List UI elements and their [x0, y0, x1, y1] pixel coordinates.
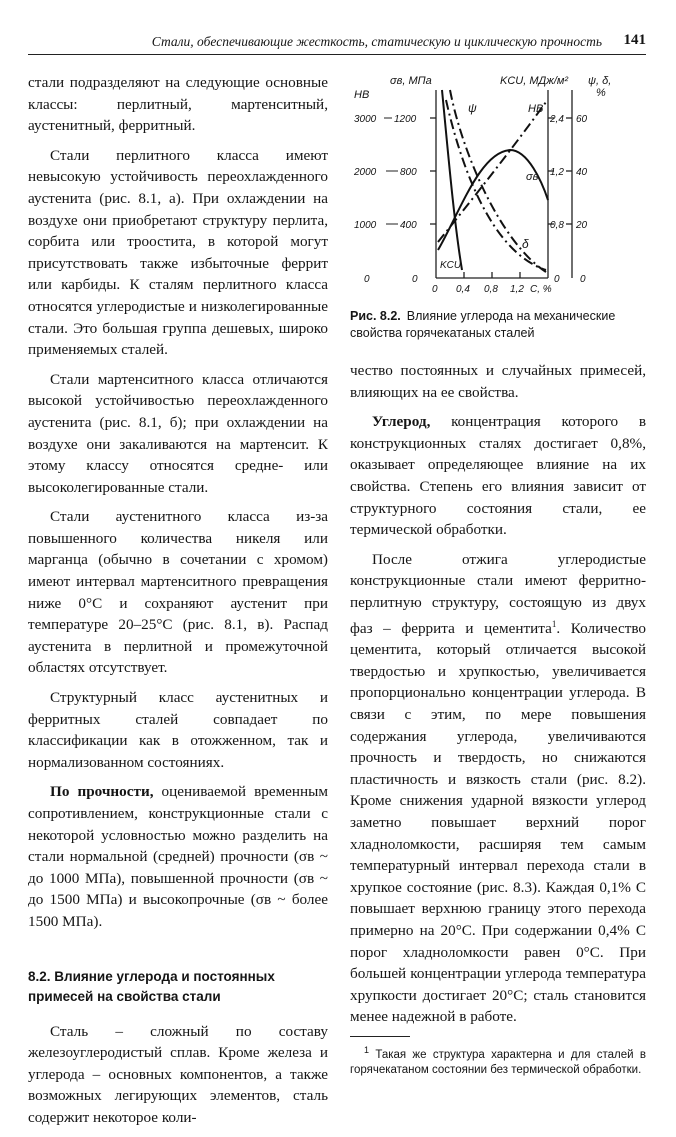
axis-title-psi: ψ, δ, — [588, 75, 612, 87]
axis-title-hb: HB — [354, 89, 370, 101]
label-ksu: KCU — [440, 260, 462, 271]
caption-text: Влияние углерода на механические свойства горячекатаных сталей — [350, 309, 616, 340]
footnote-mark: 1 — [364, 1044, 370, 1055]
curve-sigma-b — [438, 150, 548, 250]
label-psi: ψ — [468, 101, 477, 115]
percent-tick: 20 — [576, 220, 588, 231]
running-title: Стали, обеспечивающие жесткость, статическую и циклическую прочность — [151, 34, 602, 49]
footnote-text: Такая же структура характерна и для сталей в горячекатаном состоянии без термической обработки. — [350, 1048, 646, 1076]
paragraph: Структурный класс аустенитных и ферритных сталей совпадает по классификации как в отожженном, так и нормализованном состояниях. — [28, 689, 328, 771]
left-column — [28, 72, 328, 1137]
lead-term: По прочности, — [50, 783, 154, 801]
caption-label: Рис. 8.2. — [350, 309, 401, 323]
axis-title-sigma: σв, МПа — [390, 75, 432, 87]
footnote-ref: 1 — [551, 618, 557, 629]
figure-8-2-chart — [350, 72, 646, 304]
paragraph: Стали мартенситного класса отличаются высокой устойчивостью переохлажденного аустенита (рис. 8.1, б); при охлаждении на воздухе они закаливаются на мартенсит. К этому классу относятся средне- или высоколегированные стали. — [28, 370, 328, 496]
label-hb: HB — [528, 103, 544, 115]
x-tick: 0,4 — [456, 284, 470, 295]
x-tick: 0 — [432, 284, 438, 295]
footnote-divider — [350, 1036, 410, 1037]
label-sigma-b: σв — [526, 171, 539, 183]
lead-term: Углерод, — [372, 413, 431, 431]
ksu-tick: 0 — [554, 274, 560, 285]
paragraph: чество постоянных и случайных примесей, влияющих на ее свойства. — [350, 362, 646, 401]
ksu-tick: 2,4 — [550, 114, 564, 125]
axis-title-percent: % — [596, 87, 606, 99]
figure-caption — [350, 308, 646, 342]
paragraph-text: После отжига углеродистые конструкционные стали имеют ферритно-перлитную структуру, состоящую из двух фаз – феррита и цементита — [350, 550, 646, 637]
axis-title-ksu: KCU, МДж/м² — [500, 75, 569, 87]
footnote — [350, 1043, 646, 1078]
percent-tick: 40 — [576, 167, 588, 178]
hb-tick: 2000 — [354, 167, 377, 178]
paragraph — [350, 411, 646, 541]
paragraph: стали подразделяют на следующие основные классы: перлитный, мартенситный, аустенитный, ферритный. — [28, 74, 328, 135]
running-header — [28, 30, 646, 55]
right-column — [350, 360, 646, 1078]
curve-delta — [446, 100, 546, 270]
sigma-tick: 800 — [400, 167, 417, 178]
percent-tick: 60 — [576, 114, 588, 125]
paragraph: Стали перлитного класса имеют невысокую устойчивость переохлажденного аустенита (рис. 8.1, а). При охлаждении на воздухе они приобретают структуру перлита, сорбита или троостита, в которой могут присутствовать также избыточные феррит или карбиды. К сталям перлитного класса относятся углеродистые и низколегированные стали. Это большая группа дешевых, широко применяемых сталей. — [28, 146, 328, 359]
paragraph-text: концентрация которого в конструкционных сталях достигает 0,8%, оказывает определяющее влияние на их свойства. Степень его влияния зависит от структурного состояния стали, ее термической обработки. — [350, 413, 646, 539]
paragraph-text: оцениваемой временным сопротивлением, конструкционные стали с некоторой условностью можно разделить на стали нормальной (средней) прочности (σв ~ до 1000 МПа), повышенной прочности (σв ~ до 1500 МПа) и высокопрочные (σв ~ более 1500 МПа). — [28, 783, 328, 930]
sigma-tick: 1200 — [394, 114, 417, 125]
x-tick: 1,2 — [510, 284, 524, 295]
label-delta: δ — [522, 237, 529, 251]
x-tick: 0,8 — [484, 284, 498, 295]
sigma-tick: 400 — [400, 220, 417, 231]
page-number: 141 — [623, 32, 646, 48]
sigma-tick: 0 — [412, 274, 418, 285]
curve-ksu — [442, 90, 462, 270]
paragraph — [28, 781, 328, 932]
section-heading: 8.2. Влияние углерода и постоянных примесей на свойства стали — [28, 968, 275, 1004]
hb-tick: 1000 — [354, 220, 377, 231]
hb-tick: 3000 — [354, 114, 377, 125]
paragraph-text: . Количество цементита, который отличается высокой твердостью и хрупкостью, увеличивается пропорционально концентрации углерода. В связи с этим, по мере повышения содержания углерода, увеличиваются прочность и твердость, но снижаются пластичность и вязкость стали (рис. 8.2). Кроме снижения ударной вязкости углерод заметно повышает верхний порог хладноломкости, расширяя тем самым температурный интервал перехода стали в хрупкое состояние (рис. 8.3). Каждая 0,1% С повышает верхнюю границу этого перехода примерно на 20°С. При содержании 0,4% С порог хладноломкости равен 0°С. При большей концентрации углерода температура хрупкости достигает 20°С; сталь становится менее надежной в работе. — [350, 619, 646, 1026]
ksu-tick: 0,8 — [550, 220, 564, 231]
percent-tick: 0 — [580, 274, 586, 285]
ksu-tick: 1,2 — [550, 167, 564, 178]
paragraph: Стали аустенитного класса из-за повышенного количества никеля или марганца (обычно в сочетании с хромом) имеют интервал мартенситного превращения ниже 0°С и сохраняют аустенит при температуре 20–25°С (рис. 8.1, в). Распад аустенита в перлитной и промежуточной областях отсутствует. — [28, 508, 328, 677]
paragraph: Сталь – сложный по составу железоуглеродистый сплав. Кроме железа и углерода – основных компонентов, а также возможных легирующих элементов, сталь содержит некоторое коли- — [28, 1022, 328, 1126]
hb-tick: 0 — [364, 274, 370, 285]
paragraph — [350, 549, 646, 1028]
x-axis-label: C, % — [530, 284, 552, 295]
